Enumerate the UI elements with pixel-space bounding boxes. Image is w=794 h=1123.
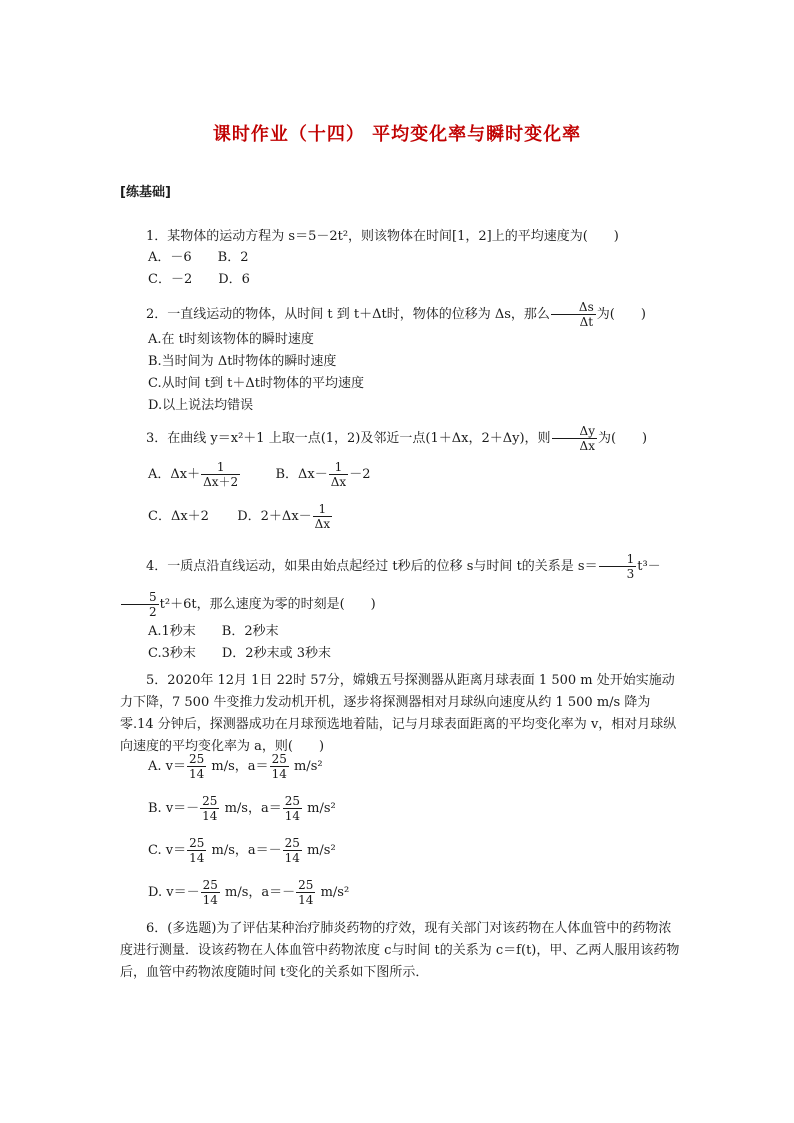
- fraction-denominator: Δx＋2: [203, 475, 239, 489]
- section-heading: [练基础]: [120, 185, 171, 200]
- option-d-v-fraction: [201, 878, 220, 907]
- question-3-stem-text: 3．在曲线 y＝x²＋1 上取一点(1，2)及邻近一点(1＋Δx，2＋Δy)，则: [146, 431, 551, 446]
- option-d-fraction: [313, 502, 332, 531]
- fraction-denominator: 3: [626, 567, 635, 581]
- option-b-text-end: －2: [349, 467, 371, 482]
- option-b-v-fraction: [200, 794, 219, 823]
- fraction-denominator: 14: [298, 893, 314, 907]
- fraction-numerator: 25: [271, 752, 287, 766]
- fraction-one-third: [599, 552, 637, 581]
- question-2-stem: [120, 300, 680, 329]
- fraction-numerator: 25: [298, 878, 314, 892]
- option-a-v-fraction: [187, 752, 206, 781]
- fraction-denominator: 14: [189, 851, 205, 865]
- fraction-numerator: 25: [284, 836, 300, 850]
- question-4-options-cd: C.3秒末 D．2秒末或 3秒末: [148, 646, 331, 661]
- option-a-unit: m/s²: [293, 759, 323, 774]
- fraction-denominator: 2: [149, 605, 157, 619]
- fraction-numerator: 25: [284, 794, 301, 808]
- question-4-stem-text: 4．一质点沿直线运动，如果由始点起经过 t秒后的位移 s与时间 t的关系是 s＝: [146, 559, 598, 574]
- option-d-text: D．2＋Δx－: [237, 509, 312, 524]
- option-d-a-fraction: [296, 878, 315, 907]
- option-a-v: A. v＝: [148, 759, 186, 774]
- option-b-a-fraction: [283, 794, 302, 823]
- fraction-denominator: Δx: [314, 517, 331, 531]
- fraction-numerator: 1: [201, 460, 240, 475]
- option-b-unit: m/s²: [307, 801, 336, 816]
- question-4-stem-mid: t³－: [637, 559, 661, 574]
- question-1-options-ab: A．－6 B．2: [148, 250, 249, 265]
- question-5-option-d: [148, 878, 349, 907]
- fraction-numerator: 25: [202, 794, 218, 808]
- question-6-stem: 6．(多选题)为了评估某种治疗肺炎药物的疗效，现有关部门对该药物在人体血管中的药物浓度进行测量．设该药物在人体血管中药物浓度 c与时间 t的关系为 c＝f(t)，甲、乙两人服用该药物后，血管中药物浓度随时间 t变化的关系如下图所示．: [120, 921, 680, 980]
- option-a-text: A．Δx＋: [148, 467, 201, 482]
- question-3-options-ab: [148, 460, 370, 489]
- fraction-numerator: 1: [599, 552, 637, 567]
- question-3-options-cd: [148, 502, 333, 531]
- option-c-text: C．Δx＋2: [148, 509, 209, 524]
- fraction-five-halves: [121, 590, 159, 619]
- option-c-v: C. v＝: [148, 843, 187, 858]
- question-2-stem-end: 为( ): [596, 307, 646, 322]
- fraction-denominator: 14: [284, 851, 300, 865]
- question-2-option-a: A.在 t时刻该物体的瞬时速度: [148, 332, 314, 347]
- option-b-a: m/s，a＝: [224, 801, 282, 816]
- option-a-fraction: [201, 460, 240, 489]
- question-3-stem-end: 为( ): [597, 431, 648, 446]
- question-1-stem: 1．某物体的运动方程为 s＝5－2t²，则该物体在时间[1，2]上的平均速度为( ): [146, 229, 619, 244]
- question-4-stem-end: t²＋6t，那么速度为零的时刻是( ): [159, 597, 376, 612]
- option-b-text: B．Δx－: [275, 467, 328, 482]
- option-d-a: m/s，a＝－: [225, 885, 296, 900]
- fraction-denominator: Δx: [330, 475, 347, 489]
- fraction-denominator: 14: [202, 809, 218, 823]
- fraction-numerator: Δs: [551, 300, 596, 315]
- question-4-stem: [120, 548, 680, 624]
- option-d-unit: m/s²: [320, 885, 350, 900]
- question-2-option-c: C.从时间 t到 t＋Δt时物体的平均速度: [148, 376, 364, 391]
- fraction-denominator: Δt: [579, 315, 594, 329]
- question-2-option-d: D.以上说法均错误: [148, 398, 254, 413]
- option-c-a-fraction: [283, 836, 302, 865]
- fraction-denominator: 14: [284, 809, 301, 823]
- option-a-a-fraction: [270, 752, 289, 781]
- fraction-denominator: 14: [189, 767, 205, 781]
- fraction-numerator: 25: [189, 836, 205, 850]
- fraction-denominator: 14: [271, 767, 287, 781]
- question-4-options-ab: A.1秒末 B．2秒末: [148, 624, 279, 639]
- fraction-ds-dt: [551, 300, 596, 329]
- page-title: 课时作业（十四） 平均变化率与瞬时变化率: [212, 124, 582, 145]
- option-c-v-fraction: [187, 836, 206, 865]
- question-5-option-c: [148, 836, 336, 865]
- question-3-stem: [120, 424, 680, 453]
- option-b-fraction: [329, 460, 348, 489]
- question-2-stem-text: 2．一直线运动的物体，从时间 t 到 t＋Δt时，物体的位移为 Δs，那么: [146, 307, 550, 322]
- fraction-numerator: 1: [329, 460, 348, 475]
- question-5-option-a: [148, 752, 323, 781]
- question-1-options-cd: C．－2 D．6: [148, 272, 250, 287]
- option-c-unit: m/s²: [307, 843, 336, 858]
- option-d-v: D. v＝－: [148, 885, 200, 900]
- fraction-numerator: 1: [313, 502, 332, 517]
- question-2-option-b: B.当时间为 Δt时物体的瞬时速度: [148, 354, 337, 369]
- fraction-numerator: 25: [202, 878, 218, 892]
- fraction-denominator: 14: [202, 893, 218, 907]
- option-c-a: m/s，a＝－: [211, 843, 282, 858]
- question-5-option-b: [148, 794, 336, 823]
- fraction-denominator: Δx: [579, 439, 595, 453]
- option-a-a: m/s，a＝: [211, 759, 269, 774]
- option-b-v: B. v＝－: [148, 801, 200, 816]
- fraction-numerator: Δy: [552, 424, 597, 439]
- fraction-dy-dx: [552, 424, 597, 453]
- question-5-stem: 5．2020年 12月 1日 22时 57分，嫦娥五号探测器从距离月球表面 1 500 m 处开始实施动力下降，7 500 牛变推力发动机开机，逐步将探测器相对月球纵向速度从约 1 500 m/s 降为零.14 分钟后，探测器成功在月球预选地着陆，记与月球表面距离的平均变化率为 v，相对月球纵向速度的平均变化率为 a，则( ): [120, 673, 677, 754]
- fraction-numerator: 5: [121, 590, 159, 605]
- fraction-numerator: 25: [189, 752, 205, 766]
